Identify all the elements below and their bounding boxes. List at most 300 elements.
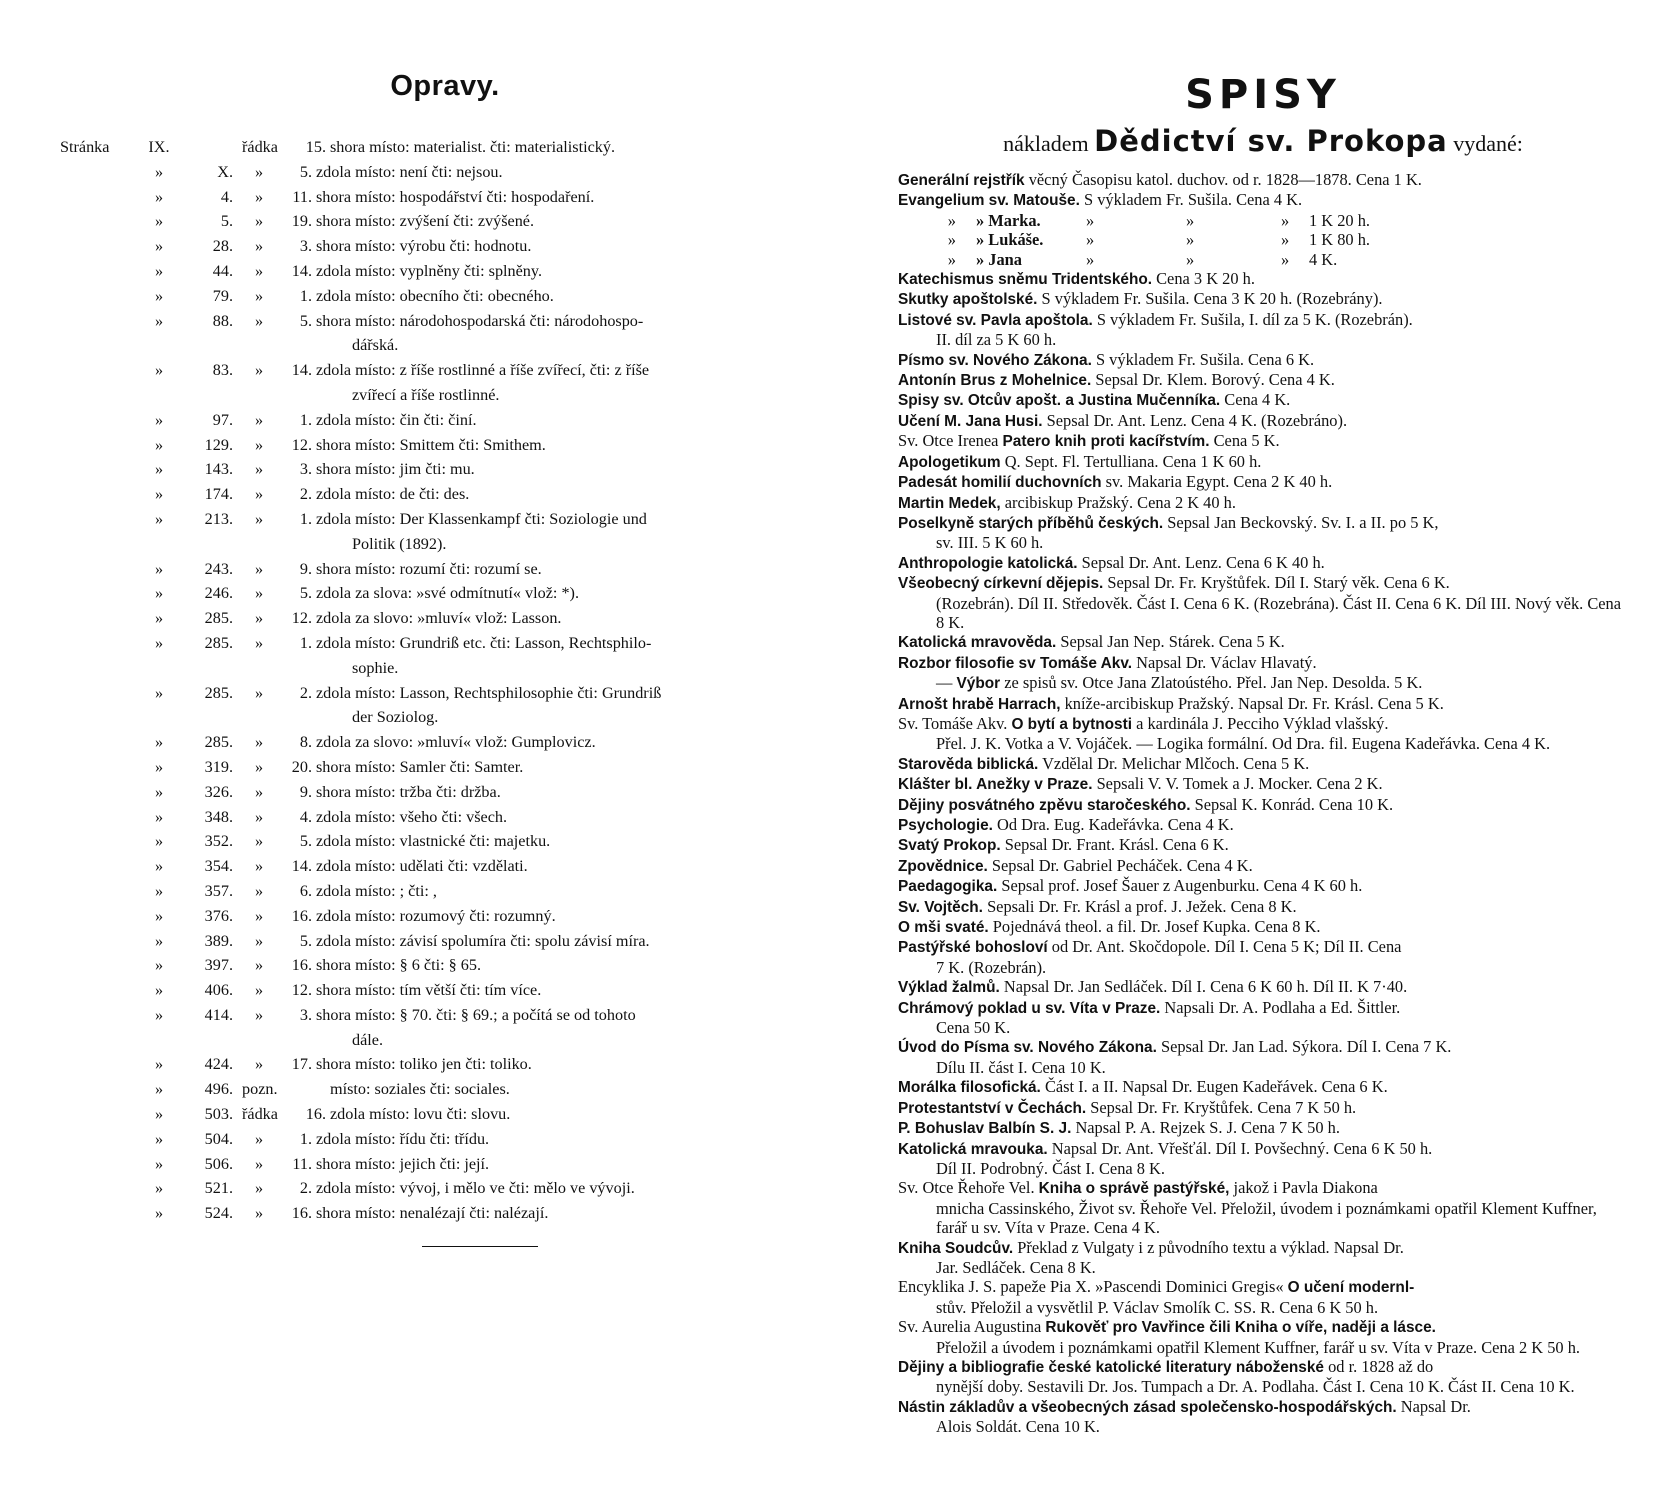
errata-ditto-mark: » bbox=[154, 956, 164, 975]
publication-entry-line bbox=[898, 795, 1628, 815]
errata-correction bbox=[316, 755, 796, 780]
errata-line-number: 14. bbox=[291, 361, 312, 380]
publication-entry bbox=[898, 1118, 1628, 1138]
errata-row bbox=[60, 557, 800, 582]
errata-row bbox=[60, 805, 800, 830]
publication-entry-line bbox=[898, 1397, 1628, 1417]
publication-continuation: Dílu II. část I. Cena 10 K. bbox=[936, 1057, 1106, 1077]
errata-correction-text: zdola místo: de čti: des. bbox=[316, 485, 470, 504]
errata-page-label bbox=[60, 433, 140, 458]
errata-correction bbox=[316, 309, 796, 359]
publication-continuation: mnicha Cassinského, Život sv. Řehoře Vel. Přeložil, úvodem i poznámkami opatřil Klement Kuffner, farář u sv. Víta v Praze. Cena 4 K. bbox=[936, 1198, 1597, 1238]
errata-page-label bbox=[60, 1102, 140, 1127]
errata-page-number: 44. bbox=[212, 261, 233, 280]
errata-line-label: » bbox=[254, 609, 264, 628]
errata-line-label: » bbox=[254, 906, 264, 925]
errata-row bbox=[60, 755, 800, 780]
errata-page-label bbox=[60, 1152, 140, 1177]
errata-line-number: 14. bbox=[291, 857, 312, 876]
errata-page-number: 504. bbox=[204, 1129, 233, 1148]
publication-entry bbox=[898, 411, 1628, 431]
errata-row bbox=[60, 929, 800, 954]
publication-title: Učení M. Jana Husi. bbox=[898, 412, 1043, 430]
errata-row bbox=[60, 1152, 800, 1177]
errata-row bbox=[60, 681, 800, 731]
publication-title: Apologetikum bbox=[898, 453, 1001, 471]
errata-line-label: » bbox=[254, 757, 264, 776]
errata-list bbox=[60, 135, 800, 1226]
errata-line-number: 2. bbox=[299, 1179, 312, 1198]
errata-ditto-mark: » bbox=[154, 361, 164, 380]
errata-ditto-mark: » bbox=[154, 757, 164, 776]
publication-entry-line bbox=[898, 390, 1628, 410]
errata-ditto-mark: » bbox=[154, 1105, 164, 1124]
publication-details: Sepsal K. Konrád. Cena 10 K. bbox=[1190, 794, 1394, 814]
errata-line-number: 11. bbox=[292, 1154, 312, 1173]
errata-line-label: » bbox=[254, 981, 264, 1000]
errata-correction bbox=[330, 135, 810, 160]
publication-entry bbox=[898, 754, 1628, 774]
errata-page-label bbox=[60, 1003, 140, 1053]
publication-entry-line bbox=[898, 269, 1628, 289]
errata-page-label bbox=[60, 854, 140, 879]
publication-entry-line bbox=[898, 835, 1628, 855]
errata-page-number: 521. bbox=[204, 1179, 233, 1198]
publication-entry bbox=[898, 856, 1628, 876]
errata-correction-text: zdola místo: všeho čti: všech. bbox=[316, 807, 508, 826]
errata-correction bbox=[316, 259, 796, 284]
publication-entry bbox=[898, 917, 1628, 937]
publication-entry bbox=[898, 998, 1628, 1038]
publication-title: Výbor bbox=[956, 675, 1001, 693]
publication-title: O učení modernl- bbox=[1287, 1279, 1415, 1297]
errata-ditto-mark: » bbox=[154, 1005, 164, 1024]
errata-row bbox=[60, 160, 800, 185]
errata-ditto-mark: » bbox=[154, 906, 164, 925]
errata-page-label bbox=[60, 1052, 140, 1077]
publication-subentry-cell: » bbox=[947, 230, 956, 250]
publication-entry-line bbox=[898, 472, 1628, 492]
publication-subentry-cell: » bbox=[1281, 210, 1290, 230]
publication-title: Spisy sv. Otcův apošt. a Justina Mučenníka. bbox=[898, 392, 1221, 410]
errata-correction-text: zdola za slovo: »mluví« vlož: Lasson. bbox=[316, 609, 562, 628]
errata-line-label: » bbox=[254, 683, 264, 702]
errata-page-number: 285. bbox=[204, 683, 233, 702]
publication-continuation: nynější doby. Sestavili Dr. Jos. Tumpach a Dr. A. Podlaha. Část I. Cena 10 K. Část II. Cena 10 K. bbox=[936, 1377, 1575, 1397]
errata-line-label: » bbox=[254, 807, 264, 826]
publication-subentry-cell: » bbox=[1186, 249, 1195, 269]
errata-ditto-mark: » bbox=[154, 162, 164, 181]
errata-ditto-mark: » bbox=[154, 1154, 164, 1173]
publication-continuation: II. díl za 5 K 60 h. bbox=[936, 330, 1057, 350]
errata-correction-text: shora místo: nenalézají čti: nalézají. bbox=[316, 1204, 549, 1223]
errata-page-label bbox=[60, 482, 140, 507]
errata-ditto-mark: » bbox=[154, 683, 164, 702]
errata-ditto-mark: » bbox=[154, 1055, 164, 1074]
publication-entry bbox=[898, 795, 1628, 815]
publications-subtitle bbox=[898, 124, 1628, 158]
publication-title: Psychologie. bbox=[898, 817, 993, 834]
publication-entry bbox=[898, 815, 1628, 835]
errata-page-label bbox=[60, 507, 140, 557]
publication-entry bbox=[898, 390, 1628, 410]
errata-correction-text: zdola místo: čin čti: činí. bbox=[316, 410, 477, 429]
publication-entry-line bbox=[898, 632, 1628, 652]
errata-correction-text: zdola místo: není čti: nejsou. bbox=[316, 162, 503, 181]
errata-correction-text: shora místo: rozumí čti: rozumí se. bbox=[316, 559, 542, 578]
errata-page-label bbox=[60, 209, 140, 234]
errata-correction bbox=[316, 234, 796, 259]
publication-entry bbox=[898, 1037, 1628, 1077]
errata-column bbox=[60, 70, 800, 1247]
errata-ditto-mark: » bbox=[154, 435, 164, 454]
errata-correction bbox=[316, 482, 796, 507]
publication-title: Zpovědnice. bbox=[898, 857, 988, 875]
errata-correction-text: zdola místo: Der Klassenkampf čti: Soziologie und bbox=[316, 509, 647, 528]
errata-row bbox=[60, 1102, 800, 1127]
errata-page-number: 352. bbox=[204, 832, 233, 851]
publication-entry-line bbox=[898, 553, 1628, 573]
errata-page-number: 397. bbox=[204, 956, 233, 975]
errata-page-label: Stránka bbox=[60, 138, 110, 156]
errata-correction-text: zdola místo: ; čti: , bbox=[316, 881, 437, 900]
errata-page-number: 28. bbox=[212, 237, 233, 256]
errata-line-label: » bbox=[254, 733, 264, 752]
publication-details: Sepsal Dr. Gabriel Pecháček. Cena 4 K. bbox=[987, 855, 1253, 875]
publication-prefix: Sv. Otce Řehoře Vel. bbox=[898, 1178, 1039, 1198]
errata-line-number: 8. bbox=[299, 733, 312, 752]
publication-continuation: Díl II. Podrobný. Část I. Cena 8 K. bbox=[936, 1158, 1165, 1178]
publication-entry-line bbox=[898, 310, 1628, 330]
errata-line-number: 12. bbox=[291, 609, 312, 628]
errata-row bbox=[60, 259, 800, 284]
errata-line-label: » bbox=[254, 435, 264, 454]
errata-line-number: 5. bbox=[299, 584, 312, 603]
errata-line-label: » bbox=[254, 1154, 264, 1173]
errata-line-number: 4. bbox=[299, 807, 312, 826]
errata-correction-text: zdola místo: obecního čti: obecného. bbox=[316, 286, 554, 305]
errata-row bbox=[60, 1077, 800, 1102]
publication-title: O mši svaté. bbox=[898, 919, 989, 937]
errata-correction-continuation: zvířecí a říše rostlinné. bbox=[352, 385, 500, 404]
errata-ditto-mark: » bbox=[154, 212, 164, 231]
publication-continuation: stův. Přeložil a vysvětlil P. Václav Smolík C. SS. R. Cena 6 K 50 h. bbox=[936, 1297, 1379, 1317]
errata-ditto-mark: » bbox=[154, 782, 164, 801]
errata-correction-text: shora místo: Samler čti: Samter. bbox=[316, 757, 524, 776]
publication-entry bbox=[898, 190, 1628, 210]
publication-subentry-cell: » Marka. bbox=[976, 210, 1041, 230]
errata-row bbox=[60, 1003, 800, 1053]
publication-title: Nástin základův a všeobecných zásad společensko-hospodářských. bbox=[898, 1398, 1397, 1416]
errata-ditto-mark: » bbox=[154, 237, 164, 256]
publication-details: Napsali Dr. A. Podlaha a Ed. Šittler. bbox=[1160, 997, 1401, 1017]
errata-line-label: » bbox=[254, 485, 264, 504]
errata-ditto-mark: » bbox=[154, 410, 164, 429]
errata-line-number: 2. bbox=[299, 683, 312, 702]
errata-line-number: 3. bbox=[299, 1005, 312, 1024]
errata-correction bbox=[316, 929, 796, 954]
publication-entry-line bbox=[898, 289, 1628, 309]
errata-line-number: 5. bbox=[299, 311, 312, 330]
publication-details: Cena 5 K. bbox=[1209, 431, 1280, 451]
errata-line-number: 17. bbox=[291, 1055, 312, 1074]
errata-row bbox=[60, 408, 800, 433]
errata-page-label bbox=[60, 681, 140, 731]
publication-continuation: Jar. Sedláček. Cena 8 K. bbox=[936, 1257, 1096, 1277]
publication-subentry-cell: » bbox=[1086, 230, 1095, 250]
errata-line-label: pozn. bbox=[242, 1080, 278, 1099]
errata-ditto-mark: » bbox=[154, 931, 164, 950]
publication-entry-line bbox=[898, 673, 1628, 693]
publication-details: Od Dra. Eug. Kadeřávka. Cena 4 K. bbox=[992, 815, 1234, 834]
errata-correction bbox=[330, 1102, 810, 1127]
errata-line-label: » bbox=[254, 509, 264, 528]
publication-subentry-cell: » bbox=[1186, 230, 1195, 250]
errata-page-number: 83. bbox=[212, 361, 233, 380]
publication-prefix: Sv. Aurelia Augustina bbox=[898, 1317, 1046, 1337]
publication-subentry bbox=[898, 211, 1628, 230]
errata-line-label: » bbox=[254, 633, 264, 652]
errata-page-number: 79. bbox=[212, 286, 233, 305]
errata-row bbox=[60, 581, 800, 606]
publication-subentry-cell: » bbox=[1086, 210, 1095, 230]
errata-line-label: » bbox=[254, 881, 264, 900]
publication-entry-line bbox=[898, 653, 1628, 673]
publication-details: S výkladem Fr. Sušila. Cena 4 K. bbox=[1079, 190, 1303, 210]
errata-correction-text: zdola místo: Grundriß etc. čti: Lasson, Rechtsphilo- bbox=[316, 633, 652, 652]
publication-details: Sepsal Dr. Frant. Krásl. Cena 6 K. bbox=[1000, 835, 1229, 855]
publication-subentry-cell: 1 K 80 h. bbox=[1309, 230, 1371, 250]
publication-prefix: Encyklika J. S. papeže Pia X. »Pascendi Dominici Gregis« bbox=[898, 1277, 1288, 1297]
errata-line-number: 1. bbox=[299, 410, 312, 429]
errata-row bbox=[60, 730, 800, 755]
publication-entry-line bbox=[898, 370, 1628, 390]
publication-details: Napsal Dr. Ant. Vřešťál. Díl I. Povšechný. Cena 6 K 50 h. bbox=[1047, 1138, 1433, 1158]
publication-details: sv. Makaria Egypt. Cena 2 K 40 h. bbox=[1101, 472, 1333, 492]
errata-page-number: 88. bbox=[212, 311, 233, 330]
errata-line-label: » bbox=[254, 1129, 264, 1148]
publication-entry-line bbox=[898, 815, 1628, 835]
publication-entry bbox=[898, 653, 1628, 673]
publication-entry bbox=[898, 1397, 1628, 1437]
publication-title: Chrámový poklad u sv. Víta v Praze. bbox=[898, 999, 1161, 1017]
errata-page-label bbox=[60, 904, 140, 929]
errata-page-number bbox=[178, 135, 238, 160]
errata-correction bbox=[316, 631, 796, 681]
publication-title: Padesát homilií duchovních bbox=[898, 474, 1102, 492]
errata-correction-text: shora místo: hospodářství čti: hospodaření. bbox=[316, 187, 595, 206]
errata-row bbox=[60, 780, 800, 805]
publication-details: Sepsal Dr. Klem. Borový. Cena 4 K. bbox=[1091, 370, 1335, 390]
publication-entry-line bbox=[898, 1357, 1628, 1377]
publication-entry bbox=[898, 1077, 1628, 1097]
errata-line-number: 16. bbox=[291, 906, 312, 925]
publication-details: S výkladem Fr. Sušila, I. díl za 5 K. (Rozebrán). bbox=[1092, 309, 1413, 329]
publication-entry bbox=[898, 937, 1628, 977]
publication-subentry-cell: 1 K 20 h. bbox=[1309, 210, 1371, 230]
errata-line-label: » bbox=[254, 361, 264, 380]
publication-title: Úvod do Písma sv. Nového Zákona. bbox=[898, 1039, 1157, 1057]
publication-entry bbox=[898, 1317, 1628, 1357]
publication-entry-line bbox=[898, 190, 1628, 210]
errata-line-number: 1. bbox=[299, 1129, 312, 1148]
errata-line-number: 3. bbox=[299, 460, 312, 479]
publication-details: od Dr. Ant. Skočdopole. Díl I. Cena 5 K; Díl II. Cena bbox=[1047, 937, 1402, 957]
errata-correction-continuation: dářská. bbox=[352, 336, 399, 355]
publication-continuation: 7 K. (Rozebrán). bbox=[936, 957, 1047, 977]
errata-page-number: 4. bbox=[220, 187, 233, 206]
errata-correction bbox=[316, 185, 796, 210]
errata-correction bbox=[316, 879, 796, 904]
publication-title: Anthropologie katolická. bbox=[898, 554, 1078, 572]
errata-line-label: » bbox=[254, 584, 264, 603]
errata-line-label: » bbox=[254, 931, 264, 950]
publication-entry-line bbox=[898, 897, 1628, 917]
publication-prefix: Sv. Otce Irenea bbox=[898, 431, 1003, 451]
publication-entry-line bbox=[898, 431, 1628, 451]
errata-page-label bbox=[60, 929, 140, 954]
publication-entry bbox=[898, 1178, 1628, 1237]
errata-line-label: » bbox=[254, 261, 264, 280]
errata-row bbox=[60, 309, 800, 359]
publication-title: Starověda biblická. bbox=[898, 755, 1039, 773]
publication-entry bbox=[898, 876, 1628, 896]
errata-ditto-mark: » bbox=[154, 1179, 164, 1198]
errata-correction-text: zdola místo: vlastnické čti: majetku. bbox=[316, 832, 551, 851]
divider-line bbox=[422, 1246, 538, 1247]
errata-correction-text: zdola místo: závisí spolumíra čti: spolu závisí míra. bbox=[316, 931, 650, 950]
errata-row bbox=[60, 284, 800, 309]
publication-details: Sepsal Dr. Fr. Kryštůfek. Díl I. Starý věk. Cena 6 K. bbox=[1103, 573, 1450, 593]
errata-page-number: 354. bbox=[204, 857, 233, 876]
errata-page-label bbox=[60, 730, 140, 755]
errata-line-label: » bbox=[254, 956, 264, 975]
errata-line-number: 5. bbox=[299, 832, 312, 851]
errata-correction bbox=[316, 209, 796, 234]
errata-page-number: 326. bbox=[204, 782, 233, 801]
publication-entry bbox=[898, 977, 1628, 997]
errata-correction bbox=[316, 408, 796, 433]
errata-page-label bbox=[60, 829, 140, 854]
publication-entry bbox=[898, 897, 1628, 917]
publication-entry-line bbox=[898, 170, 1628, 190]
publication-entry-line bbox=[898, 714, 1628, 734]
errata-page-label bbox=[60, 1077, 140, 1102]
errata-page-number: 496. bbox=[204, 1080, 233, 1099]
errata-page-number: 389. bbox=[204, 931, 233, 950]
errata-row bbox=[60, 433, 800, 458]
publication-details: Cena 3 K 20 h. bbox=[1152, 269, 1255, 289]
errata-ditto-mark: » bbox=[154, 286, 164, 305]
publication-entry-line bbox=[898, 573, 1628, 593]
errata-page-label bbox=[60, 631, 140, 681]
publication-details: ze spisů sv. Otce Jana Zlatoústého. Přel. Jan Nep. Desolda. 5 K. bbox=[1000, 673, 1423, 693]
errata-line-number: 5. bbox=[299, 162, 312, 181]
errata-page-number: 97. bbox=[212, 410, 233, 429]
publication-entry-line bbox=[898, 754, 1628, 774]
publication-entry bbox=[898, 1238, 1628, 1278]
errata-line-number: 3. bbox=[299, 237, 312, 256]
errata-ditto-mark: » bbox=[154, 1204, 164, 1223]
publication-entry bbox=[898, 714, 1628, 754]
errata-row bbox=[60, 904, 800, 929]
publication-details: věcný Časopisu katol. duchov. od r. 1828—1878. Cena 1 K. bbox=[1024, 170, 1422, 189]
errata-correction bbox=[316, 160, 796, 185]
publication-continuation: Cena 50 K. bbox=[936, 1018, 1011, 1038]
publication-entry-line bbox=[898, 1178, 1628, 1198]
errata-line-label: » bbox=[254, 311, 264, 330]
publication-entry bbox=[898, 694, 1628, 714]
errata-correction bbox=[316, 1052, 796, 1077]
errata-page-number: 129. bbox=[204, 435, 233, 454]
errata-page-label bbox=[60, 581, 140, 606]
errata-page-number: X. bbox=[217, 162, 233, 181]
publication-title: Paedagogika. bbox=[898, 878, 998, 896]
errata-row bbox=[60, 829, 800, 854]
publication-subentry bbox=[898, 230, 1628, 249]
errata-ditto-mark: » bbox=[154, 832, 164, 851]
errata-line-label: » bbox=[254, 782, 264, 801]
publication-entry-line bbox=[898, 977, 1628, 997]
errata-page-label bbox=[60, 457, 140, 482]
errata-row bbox=[60, 953, 800, 978]
errata-correction bbox=[316, 507, 796, 557]
errata-page-label bbox=[60, 259, 140, 284]
publication-details: Napsal P. A. Rejzek S. J. Cena 7 K 50 h. bbox=[1071, 1118, 1340, 1138]
errata-line-number: 16. bbox=[291, 956, 312, 975]
publication-prefix: — bbox=[936, 673, 957, 693]
publication-title: Skutky apoštolské. bbox=[898, 291, 1038, 309]
publication-entry bbox=[898, 1139, 1628, 1179]
errata-correction-text: zdola za slova: »své odmítnutí« vlož: *). bbox=[316, 584, 579, 603]
errata-page-number: 5. bbox=[220, 212, 233, 231]
errata-correction-text: zdola místo: rozumový čti: rozumný. bbox=[316, 906, 556, 925]
errata-line-number: 9. bbox=[299, 782, 312, 801]
publication-subentry-cell: » bbox=[947, 210, 956, 230]
publication-prefix: Sv. Tomáše Akv. bbox=[898, 713, 1012, 733]
errata-ditto-mark: IX. bbox=[148, 138, 170, 156]
errata-correction bbox=[316, 904, 796, 929]
errata-ditto-mark: » bbox=[154, 584, 164, 603]
errata-ditto-mark: » bbox=[154, 187, 164, 206]
errata-page-label bbox=[60, 805, 140, 830]
errata-row bbox=[60, 1201, 800, 1226]
errata-correction-text: zdola místo: z říše rostlinné a říše zvířecí, čti: z říše bbox=[316, 361, 650, 380]
errata-correction-continuation: der Soziolog. bbox=[352, 708, 439, 727]
publication-entry-line bbox=[898, 937, 1628, 957]
errata-page-number: 285. bbox=[204, 733, 233, 752]
errata-ditto-mark: » bbox=[154, 609, 164, 628]
publication-subentry-cell: » bbox=[1281, 249, 1290, 269]
publication-entry bbox=[898, 1357, 1628, 1397]
publication-title: Svatý Prokop. bbox=[898, 837, 1001, 855]
errata-page-label bbox=[60, 1201, 140, 1226]
errata-line-number: 1. bbox=[299, 509, 312, 528]
errata-correction-text: shora místo: § 6 čti: § 65. bbox=[316, 956, 482, 975]
errata-line-number: 2. bbox=[299, 485, 312, 504]
errata-correction-continuation: sophie. bbox=[352, 658, 399, 677]
errata-line-number: 11. bbox=[292, 187, 312, 206]
errata-correction-text: zdola místo: řídu čti: třídu. bbox=[316, 1129, 490, 1148]
errata-page-label bbox=[60, 358, 140, 408]
publication-details: Sepsal Jan Beckovský. Sv. I. a II. po 5 K, bbox=[1163, 512, 1439, 532]
errata-line-number: 12. bbox=[291, 435, 312, 454]
publication-title: Poselkyně starých příběhů českých. bbox=[898, 514, 1164, 532]
errata-row bbox=[60, 879, 800, 904]
publication-details: Sepsali V. V. Tomek a J. Mocker. Cena 2 K. bbox=[1092, 774, 1383, 794]
publication-title: Všeobecný církevní dějepis. bbox=[898, 575, 1104, 593]
errata-ditto-mark: » bbox=[154, 981, 164, 1000]
